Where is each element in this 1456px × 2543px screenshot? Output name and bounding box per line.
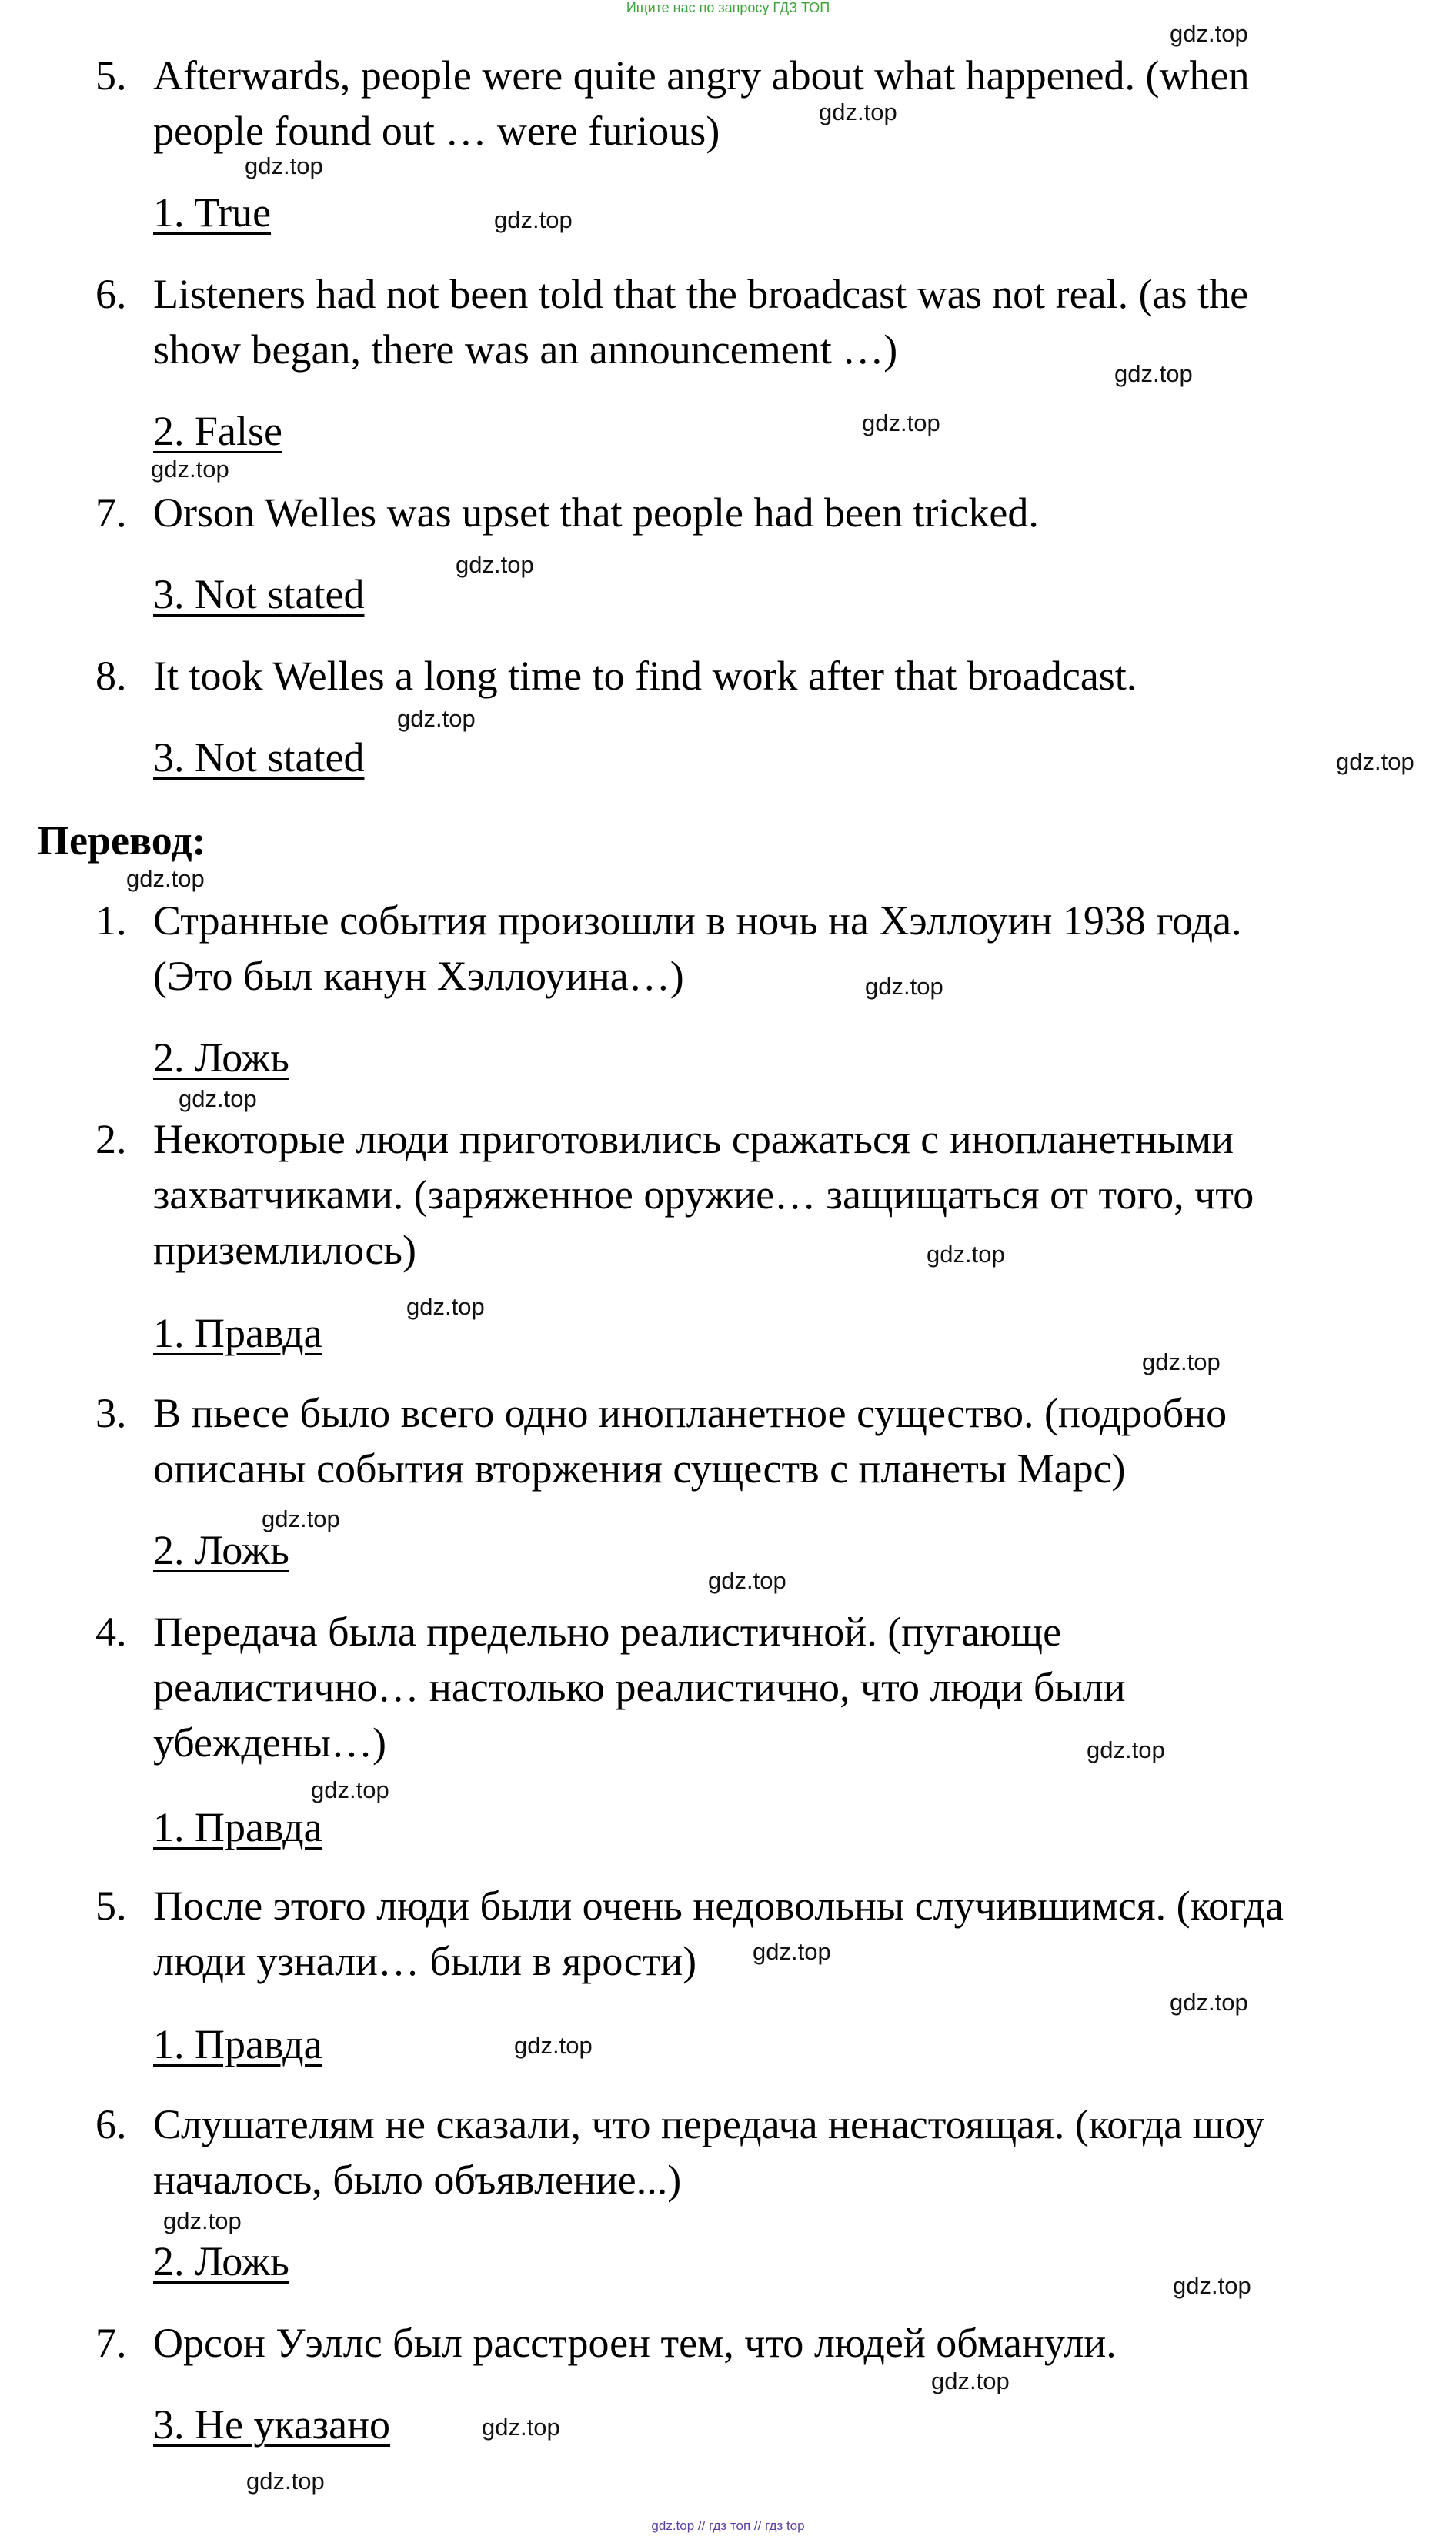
answer: 3. Not stated: [153, 571, 365, 617]
item-text-line: началось, было объявление...): [153, 2157, 682, 2203]
item-text-line: В пьесе было всего одно инопланетное существо. (подробно: [153, 1390, 1227, 1436]
item-number: 1.: [95, 897, 127, 944]
watermark: gdz.top: [514, 2032, 593, 2059]
item-text-line: Orson Welles was upset that people had been tricked.: [153, 490, 1039, 536]
answer: 1. True: [153, 189, 272, 236]
top-banner[interactable]: Ищите нас по запросу ГДЗ ТОП: [626, 0, 830, 15]
answer: 1. Правда: [153, 2021, 322, 2067]
watermark: gdz.top: [819, 99, 897, 125]
item-text-line: реалистично… настолько реалистично, что люди были: [153, 1664, 1126, 1710]
item-text-line: (Это был канун Хэллоуина…): [153, 953, 684, 999]
watermark: gdz.top: [494, 206, 573, 233]
item-text-line: It took Welles a long time to find work after that broadcast.: [153, 653, 1137, 699]
item-text-line: захватчиками. (заряженное оружие… защищаться от того, что: [153, 1171, 1254, 1218]
answer: 2. False: [153, 408, 282, 454]
watermark: gdz.top: [126, 865, 205, 892]
item-number: 7.: [95, 490, 127, 536]
item-number: 3.: [95, 1390, 127, 1436]
watermark: gdz.top: [753, 1938, 831, 1965]
watermark: gdz.top: [482, 2414, 560, 2441]
watermark: gdz.top: [865, 973, 943, 1000]
item-number: 5.: [95, 52, 127, 99]
item-text-line: люди узнали… были в ярости): [153, 1938, 697, 1984]
item-number: 2.: [95, 1116, 127, 1162]
watermark: gdz.top: [311, 1776, 389, 1803]
item-text-line: Передача была предельно реалистичной. (пугающе: [153, 1609, 1062, 1655]
answer: 1. Правда: [153, 1310, 322, 1356]
watermark: gdz.top: [406, 1293, 485, 1320]
watermark: gdz.top: [1170, 20, 1248, 47]
item-text-line: приземлилось): [153, 1227, 416, 1273]
watermark: gdz.top: [1114, 360, 1193, 387]
footer-links[interactable]: gdz.top // гдз топ // гдз top: [651, 2518, 805, 2533]
item-text-line: Некоторые люди приготовились сражаться с инопланетными: [153, 1116, 1234, 1162]
item-text-line: Listeners had not been told that the broadcast was not real. (as the: [153, 271, 1249, 317]
watermark: gdz.top: [931, 2368, 1010, 2394]
item-text-line: show began, there was an announcement …): [153, 326, 898, 373]
answer: 3. Не указано: [153, 2401, 391, 2448]
watermark: gdz.top: [1087, 1736, 1165, 1763]
watermark: gdz.top: [163, 2207, 242, 2234]
item-number: 4.: [95, 1609, 127, 1655]
item-text-line: описаны события вторжения существ с планеты Марс): [153, 1445, 1126, 1492]
item-text-line: Afterwards, people were quite angry about what happened. (when: [153, 52, 1250, 99]
watermark: gdz.top: [151, 456, 229, 483]
item-text-line: Орсон Уэллс был расстроен тем, что людей обманули.: [153, 2320, 1117, 2366]
watermark: gdz.top: [708, 1567, 786, 1594]
watermark: gdz.top: [1336, 748, 1414, 775]
item-number: 8.: [95, 653, 127, 699]
translation-heading: Перевод:: [37, 817, 206, 864]
item-text-line: После этого люди были очень недовольны случившимся. (когда: [153, 1883, 1284, 1929]
watermark: gdz.top: [862, 409, 940, 436]
watermark: gdz.top: [245, 152, 323, 179]
item-text-line: убеждены…): [153, 1719, 386, 1766]
watermark: gdz.top: [262, 1505, 340, 1532]
item-text-line: Странные события произошли в ночь на Хэллоуин 1938 года.: [153, 897, 1242, 944]
watermark: gdz.top: [1170, 1989, 1248, 2016]
item-number: 6.: [95, 271, 127, 317]
item-number: 7.: [95, 2320, 127, 2366]
item-number: 5.: [95, 1883, 127, 1929]
answer: 1. Правда: [153, 1804, 322, 1850]
watermark: gdz.top: [456, 551, 534, 578]
item-number: 6.: [95, 2101, 127, 2147]
item-text-line: people found out … were furious): [153, 108, 720, 154]
watermark: gdz.top: [1142, 1348, 1221, 1375]
watermark: gdz.top: [246, 2468, 325, 2495]
watermark: gdz.top: [179, 1085, 257, 1112]
answer: 2. Ложь: [153, 1527, 289, 1573]
answer: 3. Not stated: [153, 734, 365, 780]
watermark: gdz.top: [1173, 2272, 1251, 2299]
item-text-line: Слушателям не сказали, что передача ненастоящая. (когда шоу: [153, 2101, 1265, 2147]
watermark: gdz.top: [927, 1241, 1005, 1268]
answer: 2. Ложь: [153, 1034, 289, 1081]
watermark: gdz.top: [397, 705, 476, 732]
answer: 2. Ложь: [153, 2238, 289, 2284]
